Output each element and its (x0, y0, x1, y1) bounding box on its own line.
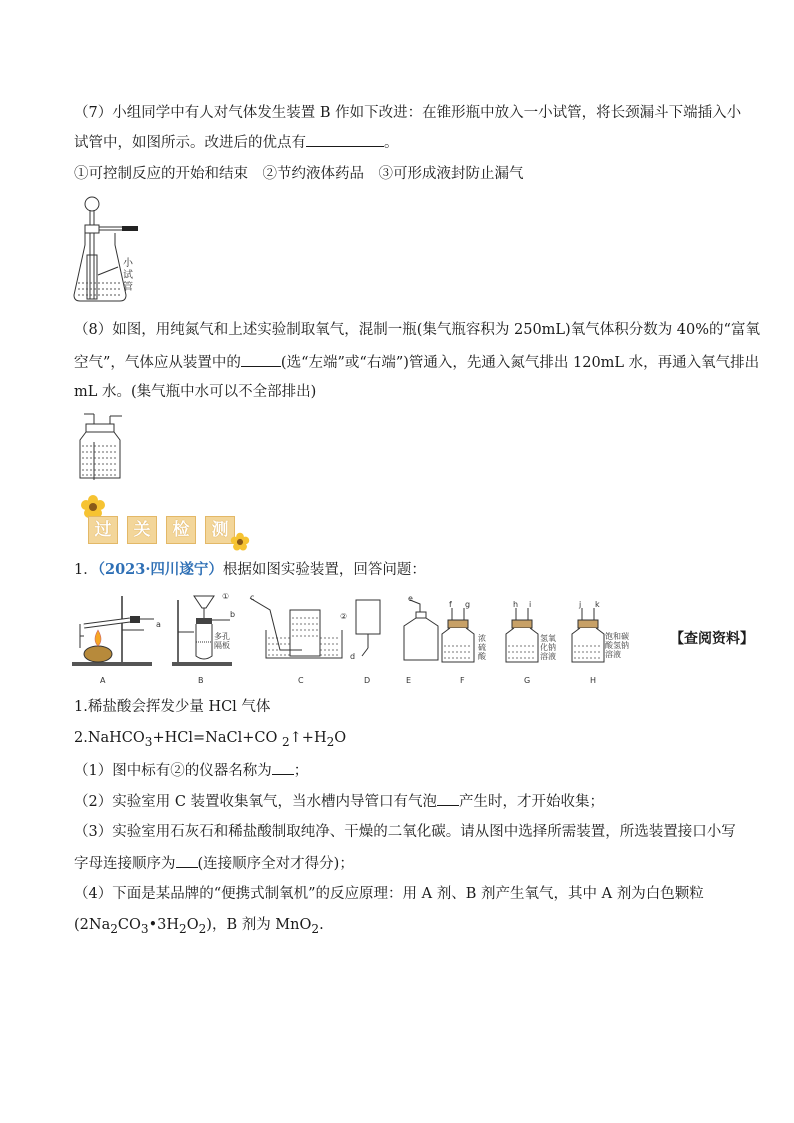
flask-with-small-tube-figure (70, 195, 150, 307)
q8-line2-rest: (选“左端”或“右端”)管通入，先通入氮气排出 120mL 水，再通入氧气排出 (280, 355, 760, 371)
small-tube-label: 小 试 管 (123, 258, 133, 293)
porous-plate-label: 多孔 隔板 (214, 632, 230, 650)
question-2: （2）实验室用 C 装置收集氧气，当水槽内导管口有气泡 产生时，才开始收集； (74, 791, 604, 812)
port-e: e (408, 594, 413, 603)
port-h: h (513, 600, 519, 609)
port-i: i (529, 600, 532, 609)
problem1-stem (74, 560, 426, 580)
caption-a: A (100, 676, 106, 685)
q7-options: ①可控制反应的开始和结束 ②节约液体药品 ③可形成液封防止漏气 (74, 166, 524, 182)
caption-d: D (364, 676, 371, 685)
port-d: d (350, 652, 356, 661)
q7-answer-blank[interactable] (306, 132, 384, 147)
port-a: a (156, 620, 161, 629)
gas-collecting-bottle-figure (70, 412, 130, 484)
q7-line2 (74, 132, 399, 153)
q7-line2-end: 。 (384, 135, 399, 151)
q8-line3: mL 水。(集气瓶中水可以不全部排出) (74, 384, 317, 400)
question-3-line1: （3）实验室用石灰石和稀盐酸制取纯净、干燥的二氧化碳。请从图中选择所需装置，所选装置接口小写 (74, 824, 736, 840)
caption-f: F (460, 676, 465, 685)
conc-sulfuric-acid-label: 浓 硫 酸 (478, 634, 486, 661)
mark-2: ② (340, 612, 348, 621)
port-b: b (230, 610, 236, 619)
q8-answer-blank[interactable] (241, 352, 281, 367)
caption-e: E (406, 676, 412, 685)
naoh-solution-label: 氢氧 化钠 溶液 (540, 634, 556, 661)
section-stamp (74, 494, 250, 550)
caption-c: C (298, 676, 304, 685)
reference-title: 【查阅资料】 (670, 631, 754, 647)
question-4-line1: （4）下面是某品牌的“便携式制氧机”的反应原理：用 A 剂、B 剂产生氧气，其中 A 剂为白色颗粒 (74, 886, 704, 902)
question-4-line2: $(2Na_2CO_3•3H_2O_2)$，B 剂为 MnO$_2$. (74, 917, 324, 936)
nahco3-solution-label: 饱和碳 酸氢钠 溶液 (605, 632, 629, 659)
reference-2-equation: 2.NaHCO$_3$+HCl=NaCl+CO $_2↑+H_2O$ (74, 730, 347, 749)
port-f: f (449, 600, 452, 609)
q8-line2 (74, 352, 759, 373)
q1-answer-blank[interactable] (272, 760, 294, 775)
q7-line1: （7）小组同学中有人对气体发生装置 B 作如下改进：在锥形瓶中放入一小试管，将长颈漏斗下端插入小 (74, 105, 742, 121)
q8-line2-text: 空气”，气体应从装置中的 (74, 355, 241, 371)
problem-stem-text: 根据如图实验装置，回答问题： (222, 562, 426, 578)
port-j: j (579, 600, 582, 609)
question-3-line2: 字母连接顺序为 (连接顺序全对才得分)； (74, 853, 354, 874)
stamp-char-1: 过 (88, 516, 118, 544)
port-g: g (465, 600, 471, 609)
problem-source: （2023·四川遂宁） (97, 561, 223, 578)
port-c: c (250, 593, 255, 602)
q2-answer-blank[interactable] (437, 791, 459, 806)
caption-h: H (590, 676, 597, 685)
flower-icon (230, 532, 250, 552)
port-k: k (595, 600, 600, 609)
q7-line2-text: 试管中，如图所示。改进后的优点有 (74, 135, 306, 151)
problem-number: 1． (74, 562, 98, 578)
caption-g: G (524, 676, 531, 685)
mark-1: ① (222, 592, 230, 601)
reference-1: 1.稀盐酸会挥发少量 HCl 气体 (74, 699, 271, 715)
question-1: （1）图中标有②的仪器名称为 ； (74, 760, 308, 781)
q8-line1: （8）如图，用纯氮气和上述实验制取氧气，混制一瓶(集气瓶容积为 250mL)氧气体积分数为 40%的“富氧 (74, 322, 760, 338)
caption-b: B (198, 676, 204, 685)
q3-answer-blank[interactable] (176, 853, 198, 868)
stamp-char-2: 关 (127, 516, 157, 544)
stamp-char-3: 检 (166, 516, 196, 544)
stamp-char-4: 测 (205, 516, 235, 544)
